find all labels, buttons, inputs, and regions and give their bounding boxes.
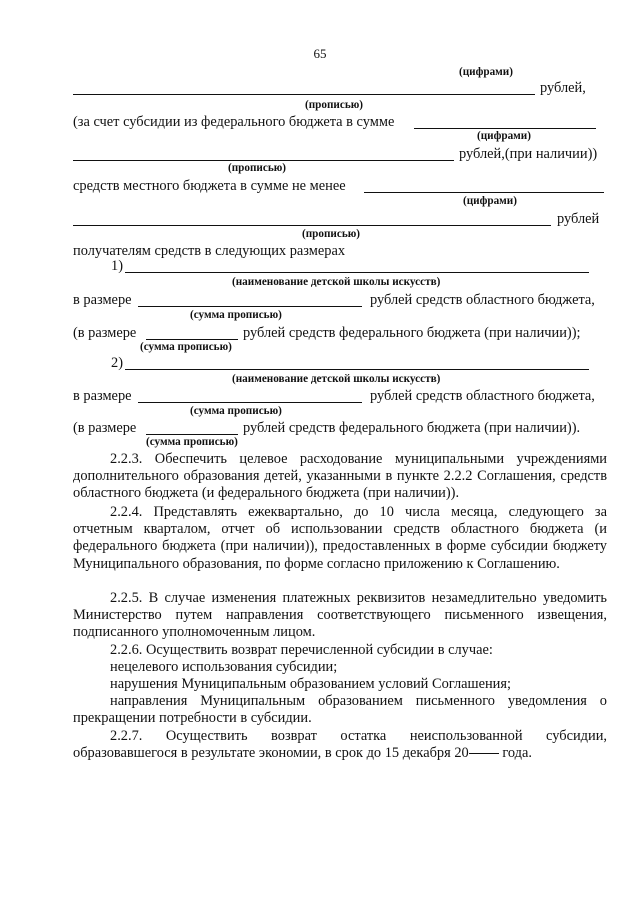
caption-sum-words: (сумма прописью) [190, 405, 282, 417]
caption-propisyu: (прописью) [228, 162, 287, 174]
clause-2-2-7-text: образовавшегося в результате экономии, в срок до 15 декабря 20 [73, 745, 469, 761]
clause-2-2-6-item-c: направления Муниципальным образованием письменного уведомления о прекращении потребности в субсидии. [73, 693, 607, 727]
item-number: 1) [111, 258, 123, 274]
caption-school-name: (наименование детской школы искусств) [232, 276, 441, 288]
federal-sum-blank[interactable] [146, 434, 238, 435]
regional-sum-blank[interactable] [138, 306, 362, 307]
rubles-label: рублей, [540, 80, 586, 96]
caption-propisyu: (прописью) [302, 228, 361, 240]
clause-2-2-5: 2.2.5. В случае изменения платежных реквизитов незамедлительно уведомить Министерство путем направления соответствующего письменного извещения, подписанного уполномоченным лицом. [73, 590, 607, 641]
school-name-blank[interactable] [125, 272, 589, 273]
caption-sum-words: (сумма прописью) [190, 309, 282, 321]
clause-2-2-4: 2.2.4. Представлять ежеквартально, до 10 числа месяца, следующего за отчетным кварталом, отчет об использовании средств областного бюджета (и федерального бюджета (при наличии)), предоставленных в форме субсидии бюджету Муниципального образования, по форме согласно приложению к Соглашению. [73, 504, 607, 572]
clause-2-2-7-line-2 [73, 745, 532, 762]
federal-budget-text: рублей средств федерального бюджета (при наличии)); [243, 325, 581, 341]
local-amount-blank[interactable] [364, 192, 604, 193]
clause-2-2-7-end: года. [502, 745, 532, 761]
caption-propisyu: (прописью) [305, 99, 364, 111]
rubles-label: рублей,(при наличии)) [459, 146, 598, 162]
federal-amount-blank[interactable] [414, 128, 596, 129]
caption-sum-words: (сумма прописью) [146, 436, 238, 448]
page-number: 65 [313, 46, 327, 61]
federal-budget-text: рублей средств федерального бюджета (при наличии)). [243, 420, 581, 436]
caption-ciframi: (цифрами) [477, 130, 531, 142]
regional-budget-text: рублей средств областного бюджета, [370, 388, 595, 404]
regional-sum-blank[interactable] [138, 402, 362, 403]
caption-sum-words: (сумма прописью) [140, 341, 232, 353]
clause-2-2-7-line-1: 2.2.7. Осуществить возврат остатка неиспользованной субсидии, [110, 728, 607, 744]
federal-sum-blank[interactable] [146, 339, 238, 340]
clause-2-2-6: 2.2.6. Осуществить возврат перечисленной субсидии в случае: [110, 642, 493, 658]
regional-budget-text: рублей средств областного бюджета, [370, 292, 595, 308]
clause-2-2-6-item-a: нецелевого использования субсидии; [110, 659, 338, 675]
caption-ciframi: (цифрами) [463, 195, 517, 207]
school-name-blank[interactable] [125, 369, 589, 370]
federal-words-blank[interactable] [73, 160, 454, 161]
clause-2-2-6-item-b: нарушения Муниципальным образованием условий Соглашения; [110, 676, 512, 692]
year-blank[interactable] [469, 753, 499, 754]
amount-label: в размере [73, 388, 132, 404]
item-number: 2) [111, 355, 123, 371]
federal-budget-line: (за счет субсидии из федерального бюджета в сумме [73, 114, 395, 130]
rubles-label: рублей [557, 211, 600, 227]
recipients-line: получателям средств в следующих размерах [73, 243, 346, 259]
caption-ciframi: (цифрами) [459, 66, 513, 78]
amount-label: (в размере [73, 420, 137, 436]
local-words-blank[interactable] [73, 225, 551, 226]
amount-label: (в размере [73, 325, 137, 341]
amount-label: в размере [73, 292, 132, 308]
clause-2-2-3: 2.2.3. Обеспечить целевое расходование муниципальными учреждениями дополнительного образования детей, указанными в пункте 2.2.2 Соглашения, средств областного бюджета (и федерального бюджета (при наличии)). [73, 451, 607, 502]
local-budget-line: средств местного бюджета в сумме не менее [73, 178, 346, 194]
caption-school-name: (наименование детской школы искусств) [232, 373, 441, 385]
amount-blank[interactable] [73, 94, 535, 95]
